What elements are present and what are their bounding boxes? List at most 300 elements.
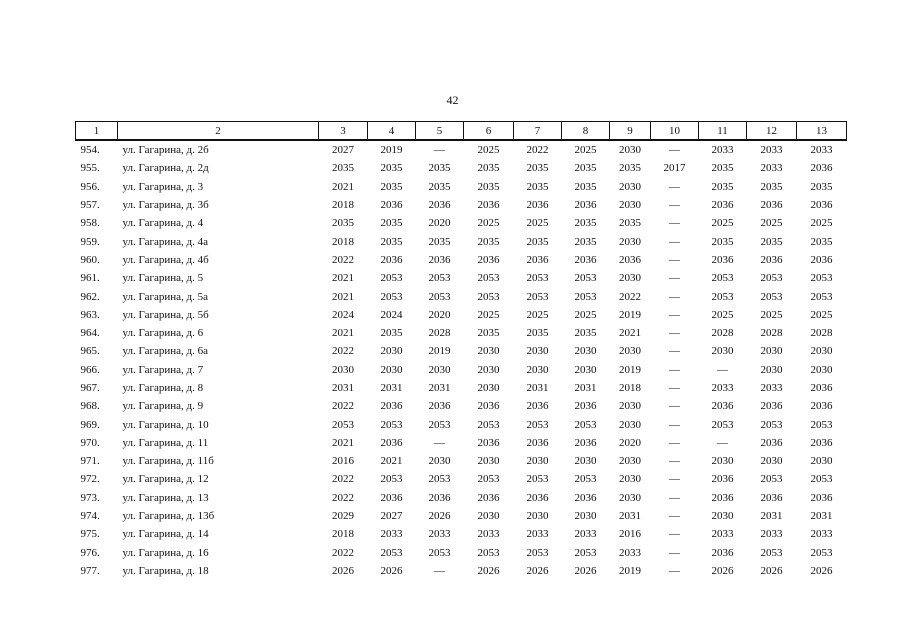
- column-header-2: 2: [118, 122, 319, 141]
- column-header-13: 13: [797, 122, 847, 141]
- year-cell-col-3: 2030: [332, 363, 354, 376]
- table-row: [76, 287, 847, 305]
- year-cell-col-10: —: [669, 345, 680, 358]
- year-cell-col-8: 2035: [574, 217, 597, 230]
- year-cell-col-5: 2031: [428, 382, 451, 394]
- year-cell-col-6: 2036: [477, 436, 500, 449]
- year-cell-col-7: 2033: [526, 528, 549, 541]
- year-cell-col-11: 2036: [711, 400, 734, 413]
- year-cell-col-4: 2053: [380, 272, 403, 285]
- year-cell-col-12: 2030: [760, 455, 783, 468]
- year-cell-col-10: —: [669, 418, 680, 431]
- row-number-cell: 957.: [80, 199, 100, 212]
- year-cell-col-3: 2035: [332, 162, 354, 175]
- year-cell-col-13: 2035: [810, 180, 833, 193]
- column-header-8: 8: [562, 122, 610, 141]
- year-cell-col-7: 2030: [526, 510, 549, 523]
- table-row: [76, 544, 847, 562]
- year-cell-col-12: 2030: [760, 363, 783, 376]
- year-cell-col-10: —: [669, 382, 680, 394]
- table-row: [76, 306, 847, 324]
- year-cell-col-5: —: [434, 564, 445, 577]
- year-cell-col-12: 2033: [760, 382, 783, 394]
- address-cell: ул. Гагарина, д. 2д: [122, 162, 209, 175]
- year-cell-col-12: 2036: [760, 199, 783, 212]
- address-cell: ул. Гагарина, д. 3: [122, 180, 204, 193]
- year-cell-col-4: 2021: [380, 455, 403, 468]
- year-cell-col-10: —: [669, 528, 680, 541]
- year-cell-col-7: 2053: [526, 418, 549, 431]
- year-cell-col-13: 2030: [810, 363, 833, 376]
- year-cell-col-12: 2035: [760, 180, 783, 193]
- row-number-cell: 975.: [80, 528, 100, 541]
- year-cell-col-13: 2033: [810, 144, 833, 157]
- year-cell-col-5: 2036: [428, 491, 451, 504]
- year-cell-col-12: 2036: [760, 436, 783, 449]
- row-number-cell: 974.: [80, 510, 100, 523]
- row-number-cell: 971.: [80, 455, 100, 468]
- year-cell-col-6: 2036: [477, 199, 500, 212]
- address-cell: ул. Гагарина, д. 7: [122, 363, 204, 376]
- year-cell-col-9: 2030: [619, 199, 641, 212]
- year-cell-col-5: 2053: [428, 290, 451, 303]
- year-cell-col-10: —: [669, 217, 680, 230]
- year-cell-col-10: —: [669, 290, 680, 303]
- year-cell-col-11: 2036: [711, 546, 734, 559]
- table-row: [76, 470, 847, 488]
- table-row: [76, 232, 847, 250]
- address-cell: ул. Гагарина, д. 8: [122, 382, 204, 394]
- year-cell-col-9: 2031: [619, 510, 641, 523]
- year-cell-col-11: 2036: [711, 253, 734, 266]
- year-cell-col-8: 2053: [574, 418, 597, 431]
- year-cell-col-3: 2018: [332, 528, 354, 541]
- address-cell: ул. Гагарина, д. 12: [122, 473, 209, 486]
- year-cell-col-12: 2036: [760, 491, 783, 504]
- table-header: [76, 122, 847, 141]
- row-number-cell: 965.: [80, 345, 100, 358]
- year-cell-col-4: 2027: [380, 510, 403, 523]
- year-cell-col-4: 2030: [380, 363, 403, 376]
- year-cell-col-6: 2036: [477, 400, 500, 413]
- column-header-10: 10: [651, 122, 699, 141]
- year-cell-col-13: 2036: [810, 436, 833, 449]
- address-cell: ул. Гагарина, д. 2б: [122, 144, 209, 157]
- year-cell-col-13: 2036: [810, 162, 833, 175]
- year-cell-col-3: 2022: [332, 345, 354, 358]
- year-cell-col-5: 2036: [428, 253, 451, 266]
- address-cell: ул. Гагарина, д. 5а: [122, 290, 209, 303]
- year-cell-col-9: 2021: [619, 327, 641, 340]
- year-cell-col-5: 2036: [428, 400, 451, 413]
- year-cell-col-7: 2053: [526, 473, 549, 486]
- year-cell-col-13: 2036: [810, 491, 833, 504]
- year-cell-col-9: 2019: [619, 363, 641, 376]
- row-number-cell: 967.: [80, 382, 100, 394]
- year-cell-col-11: 2053: [711, 418, 734, 431]
- year-cell-col-10: —: [669, 491, 680, 504]
- year-cell-col-6: 2036: [477, 491, 500, 504]
- year-cell-col-10: —: [669, 199, 680, 212]
- year-cell-col-5: 2026: [428, 510, 451, 523]
- year-cell-col-12: 2031: [760, 510, 783, 523]
- year-cell-col-10: —: [669, 510, 680, 523]
- table-row: [76, 178, 847, 196]
- row-number-cell: 960.: [80, 253, 100, 266]
- year-cell-col-13: 2030: [810, 455, 833, 468]
- address-cell: ул. Гагарина, д. 11б: [122, 455, 214, 468]
- year-cell-col-4: 2036: [380, 491, 403, 504]
- year-cell-col-8: 2036: [574, 199, 597, 212]
- year-cell-col-8: 2036: [574, 400, 597, 413]
- row-number-cell: 955.: [80, 162, 100, 175]
- year-cell-col-6: 2030: [477, 510, 500, 523]
- row-number-cell: 954.: [80, 144, 100, 157]
- year-cell-col-3: 2021: [332, 327, 354, 340]
- year-cell-col-11: 2030: [711, 510, 734, 523]
- year-cell-col-6: 2053: [477, 272, 500, 285]
- year-cell-col-8: 2053: [574, 546, 597, 559]
- table-row: [76, 140, 847, 159]
- year-cell-col-6: 2030: [477, 382, 500, 394]
- table-row: [76, 196, 847, 214]
- year-cell-col-4: 2033: [380, 528, 403, 541]
- year-cell-col-9: 2030: [619, 491, 641, 504]
- year-cell-col-13: 2053: [810, 272, 833, 285]
- year-cell-col-12: 2053: [760, 290, 783, 303]
- year-cell-col-3: 2022: [332, 473, 354, 486]
- year-cell-col-6: 2025: [477, 144, 500, 157]
- table-row: [76, 159, 847, 177]
- year-cell-col-7: 2036: [526, 199, 549, 212]
- year-cell-col-4: 2026: [380, 564, 403, 577]
- year-cell-col-13: 2030: [810, 345, 833, 358]
- year-cell-col-11: 2033: [711, 144, 734, 157]
- year-cell-col-10: —: [669, 144, 680, 157]
- column-header-9: 9: [610, 122, 651, 141]
- year-cell-col-7: 2022: [526, 144, 549, 157]
- year-cell-col-13: 2053: [810, 546, 833, 559]
- year-cell-col-5: 2053: [428, 546, 451, 559]
- year-cell-col-13: 2031: [810, 510, 833, 523]
- year-cell-col-7: 2036: [526, 436, 549, 449]
- year-cell-col-13: 2025: [810, 217, 833, 230]
- year-cell-col-4: 2035: [380, 162, 403, 175]
- year-cell-col-11: 2035: [711, 162, 734, 175]
- year-cell-col-5: 2030: [428, 455, 451, 468]
- year-cell-col-5: 2030: [428, 363, 451, 376]
- year-cell-col-8: 2053: [574, 290, 597, 303]
- year-cell-col-3: 2022: [332, 491, 354, 504]
- row-number-cell: 976.: [80, 546, 100, 559]
- year-cell-col-4: 2053: [380, 290, 403, 303]
- year-cell-col-13: 2036: [810, 400, 833, 413]
- year-cell-col-9: 2020: [619, 436, 641, 449]
- address-cell: ул. Гагарина, д. 11: [122, 436, 209, 449]
- year-cell-col-13: 2036: [810, 253, 833, 266]
- year-cell-col-10: —: [669, 235, 680, 248]
- row-number-cell: 964.: [80, 327, 100, 340]
- year-cell-col-8: 2025: [574, 144, 597, 157]
- year-cell-col-4: 2053: [380, 473, 403, 486]
- year-cell-col-7: 2053: [526, 290, 549, 303]
- year-cell-col-8: 2033: [574, 528, 597, 541]
- year-cell-col-9: 2033: [619, 546, 641, 559]
- year-cell-col-11: 2035: [711, 180, 734, 193]
- year-cell-col-12: 2036: [760, 253, 783, 266]
- row-number-cell: 966.: [80, 363, 100, 376]
- year-cell-col-7: 2035: [526, 235, 549, 248]
- year-cell-col-6: 2035: [477, 180, 500, 193]
- year-cell-col-12: 2033: [760, 144, 783, 157]
- table-row: [76, 324, 847, 342]
- year-cell-col-11: 2036: [711, 491, 734, 504]
- year-cell-col-6: 2030: [477, 455, 500, 468]
- year-cell-col-8: 2035: [574, 327, 597, 340]
- year-cell-col-9: 2030: [619, 272, 641, 285]
- year-cell-col-9: 2030: [619, 235, 641, 248]
- address-cell: ул. Гагарина, д. 6а: [122, 345, 209, 358]
- year-cell-col-6: 2053: [477, 473, 500, 486]
- year-cell-col-4: 2019: [380, 144, 403, 157]
- year-cell-col-3: 2031: [332, 382, 354, 394]
- year-cell-col-9: 2035: [619, 162, 641, 175]
- year-cell-col-12: 2028: [760, 327, 783, 340]
- year-cell-col-8: 2031: [574, 382, 597, 394]
- year-cell-col-6: 2030: [477, 363, 500, 376]
- year-cell-col-3: 2022: [332, 400, 354, 413]
- year-cell-col-7: 2036: [526, 400, 549, 413]
- table-row: [76, 251, 847, 269]
- address-cell: ул. Гагарина, д. 5б: [122, 308, 209, 321]
- year-cell-col-3: 2053: [332, 418, 354, 431]
- year-cell-col-3: 2021: [332, 436, 354, 449]
- table-row: [76, 415, 847, 433]
- year-cell-col-12: 2026: [760, 564, 783, 577]
- address-cell: ул. Гагарина, д. 13: [122, 491, 209, 504]
- year-cell-col-7: 2030: [526, 363, 549, 376]
- year-cell-col-11: 2033: [711, 528, 734, 541]
- year-cell-col-3: 2035: [332, 217, 354, 230]
- address-cell: ул. Гагарина, д. 4б: [122, 253, 209, 266]
- year-cell-col-5: 2019: [428, 345, 451, 358]
- year-cell-col-6: 2035: [477, 162, 500, 175]
- table-row: [76, 214, 847, 232]
- year-cell-col-3: 2026: [332, 564, 354, 577]
- year-cell-col-12: 2053: [760, 473, 783, 486]
- year-cell-col-13: 2025: [810, 308, 833, 321]
- year-cell-col-13: 2035: [810, 235, 833, 248]
- table-row: [76, 269, 847, 287]
- year-cell-col-5: 2028: [428, 327, 451, 340]
- year-cell-col-6: 2036: [477, 253, 500, 266]
- year-cell-col-6: 2053: [477, 546, 500, 559]
- year-cell-col-9: 2035: [619, 217, 641, 230]
- year-cell-col-8: 2025: [574, 308, 597, 321]
- address-cell: ул. Гагарина, д. 5: [122, 272, 204, 285]
- year-cell-col-8: 2036: [574, 491, 597, 504]
- row-number-cell: 972.: [80, 473, 100, 486]
- year-cell-col-9: 2030: [619, 400, 641, 413]
- row-number-cell: 961.: [80, 272, 100, 285]
- year-cell-col-11: 2030: [711, 455, 734, 468]
- year-cell-col-11: 2035: [711, 235, 734, 248]
- year-cell-col-11: 2053: [711, 272, 734, 285]
- year-cell-col-4: 2036: [380, 199, 403, 212]
- year-cell-col-12: 2053: [760, 418, 783, 431]
- year-cell-col-13: 2053: [810, 473, 833, 486]
- year-cell-col-5: —: [434, 144, 445, 157]
- column-header-1: 1: [76, 122, 118, 141]
- year-cell-col-12: 2033: [760, 528, 783, 541]
- year-cell-col-10: —: [669, 546, 680, 559]
- table-row: [76, 525, 847, 543]
- year-cell-col-3: 2029: [332, 510, 354, 523]
- year-cell-col-9: 2030: [619, 180, 641, 193]
- page-number: 42: [446, 93, 459, 107]
- year-cell-col-10: 2017: [663, 162, 686, 175]
- year-cell-col-7: 2053: [526, 272, 549, 285]
- year-cell-col-12: 2053: [760, 272, 783, 285]
- year-cell-col-10: —: [669, 473, 680, 486]
- year-cell-col-8: 2053: [574, 473, 597, 486]
- year-cell-col-11: 2026: [711, 564, 734, 577]
- year-cell-col-3: 2018: [332, 199, 354, 212]
- year-cell-col-9: 2016: [619, 528, 641, 541]
- housing-register-table: [75, 121, 847, 580]
- row-number-cell: 962.: [80, 290, 100, 303]
- year-cell-col-12: 2025: [760, 217, 783, 230]
- column-header-5: 5: [416, 122, 464, 141]
- year-cell-col-7: 2035: [526, 162, 549, 175]
- year-cell-col-6: 2035: [477, 327, 500, 340]
- year-cell-col-5: 2053: [428, 272, 451, 285]
- year-cell-col-11: —: [717, 436, 728, 449]
- year-cell-col-3: 2022: [332, 253, 354, 266]
- table-row: [76, 397, 847, 415]
- table-row: [76, 361, 847, 379]
- year-cell-col-9: 2030: [619, 455, 641, 468]
- column-header-11: 11: [699, 122, 747, 141]
- year-cell-col-8: 2035: [574, 162, 597, 175]
- address-cell: ул. Гагарина, д. 3б: [122, 199, 209, 212]
- year-cell-col-3: 2021: [332, 290, 354, 303]
- year-cell-col-4: 2024: [380, 308, 403, 321]
- year-cell-col-5: 2053: [428, 418, 451, 431]
- address-cell: ул. Гагарина, д. 18: [122, 564, 209, 577]
- year-cell-col-8: 2035: [574, 180, 597, 193]
- year-cell-col-11: 2053: [711, 290, 734, 303]
- address-cell: ул. Гагарина, д. 14: [122, 528, 209, 541]
- header-row: [76, 122, 847, 141]
- year-cell-col-8: 2030: [574, 455, 597, 468]
- year-cell-col-3: 2022: [332, 546, 354, 559]
- year-cell-col-9: 2019: [619, 564, 641, 577]
- year-cell-col-5: 2035: [428, 235, 451, 248]
- year-cell-col-9: 2022: [619, 290, 641, 303]
- year-cell-col-6: 2033: [477, 528, 500, 541]
- year-cell-col-4: 2035: [380, 217, 403, 230]
- year-cell-col-7: 2035: [526, 327, 549, 340]
- year-cell-col-12: 2036: [760, 400, 783, 413]
- year-cell-col-6: 2025: [477, 217, 500, 230]
- year-cell-col-9: 2030: [619, 144, 641, 157]
- year-cell-col-12: 2035: [760, 235, 783, 248]
- year-cell-col-6: 2053: [477, 290, 500, 303]
- year-cell-col-3: 2021: [332, 272, 354, 285]
- year-cell-col-7: 2025: [526, 308, 549, 321]
- table-row: [76, 562, 847, 580]
- year-cell-col-6: 2025: [477, 308, 500, 321]
- year-cell-col-8: 2030: [574, 510, 597, 523]
- year-cell-col-10: —: [669, 272, 680, 285]
- year-cell-col-5: 2020: [428, 308, 451, 321]
- row-number-cell: 963.: [80, 308, 100, 321]
- address-cell: ул. Гагарина, д. 4: [122, 217, 204, 230]
- year-cell-col-13: 2053: [810, 290, 833, 303]
- year-cell-col-5: 2053: [428, 473, 451, 486]
- year-cell-col-13: 2053: [810, 418, 833, 431]
- year-cell-col-4: 2035: [380, 327, 403, 340]
- year-cell-col-7: 2030: [526, 455, 549, 468]
- row-number-cell: 977.: [80, 564, 100, 577]
- year-cell-col-3: 2024: [332, 308, 354, 321]
- year-cell-col-3: 2021: [332, 180, 354, 193]
- year-cell-col-10: —: [669, 363, 680, 376]
- year-cell-col-4: 2036: [380, 253, 403, 266]
- year-cell-col-11: 2025: [711, 308, 734, 321]
- row-number-cell: 958.: [80, 217, 100, 230]
- address-cell: ул. Гагарина, д. 9: [122, 400, 204, 413]
- year-cell-col-3: 2018: [332, 235, 354, 248]
- year-cell-col-4: 2031: [380, 382, 403, 394]
- year-cell-col-9: 2030: [619, 345, 641, 358]
- year-cell-col-6: 2053: [477, 418, 500, 431]
- year-cell-col-4: 2053: [380, 546, 403, 559]
- year-cell-col-6: 2035: [477, 235, 500, 248]
- year-cell-col-4: 2035: [380, 235, 403, 248]
- column-header-12: 12: [747, 122, 797, 141]
- table-row: [76, 507, 847, 525]
- row-number-cell: 959.: [80, 235, 100, 248]
- year-cell-col-10: —: [669, 180, 680, 193]
- year-cell-col-7: 2030: [526, 345, 549, 358]
- year-cell-col-10: —: [669, 308, 680, 321]
- year-cell-col-7: 2026: [526, 564, 549, 577]
- year-cell-col-8: 2030: [574, 345, 597, 358]
- year-cell-col-13: 2033: [810, 528, 833, 541]
- year-cell-col-8: 2036: [574, 436, 597, 449]
- year-cell-col-6: 2030: [477, 345, 500, 358]
- year-cell-col-11: 2036: [711, 473, 734, 486]
- year-cell-col-10: —: [669, 564, 680, 577]
- year-cell-col-8: 2053: [574, 272, 597, 285]
- address-cell: ул. Гагарина, д. 4а: [122, 235, 209, 248]
- address-cell: ул. Гагарина, д. 6: [122, 327, 204, 340]
- row-number-cell: 956.: [80, 180, 100, 193]
- year-cell-col-7: 2031: [526, 382, 549, 394]
- year-cell-col-9: 2018: [619, 382, 641, 394]
- year-cell-col-7: 2053: [526, 546, 549, 559]
- row-number-cell: 968.: [80, 400, 100, 413]
- year-cell-col-8: 2030: [574, 363, 597, 376]
- year-cell-col-4: 2030: [380, 345, 403, 358]
- year-cell-col-5: 2035: [428, 180, 451, 193]
- year-cell-col-13: 2036: [810, 199, 833, 212]
- year-cell-col-9: 2030: [619, 473, 641, 486]
- row-number-cell: 969.: [80, 418, 100, 431]
- year-cell-col-4: 2035: [380, 180, 403, 193]
